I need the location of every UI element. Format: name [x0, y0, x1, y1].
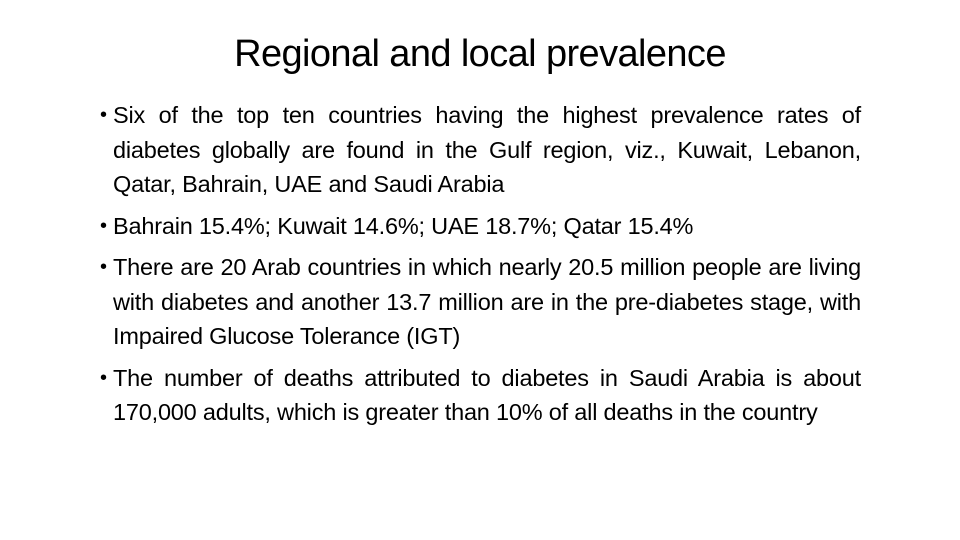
bullet-item: [100, 361, 861, 430]
bullet-marker-icon: •: [100, 104, 107, 126]
bullet-text: There are 20 Arab countries in which nearly 20.5 million people are living with diabetes and another 13.7 million are in the pre-diabetes stage, with Impaired Glucose Tolerance (IGT): [113, 254, 861, 349]
bullet-marker-icon: •: [100, 214, 107, 237]
slide-title: Regional and local prevalence: [234, 33, 726, 75]
bullet-marker-icon: •: [100, 256, 107, 278]
bullet-text: The number of deaths attributed to diabetes in Saudi Arabia is about 170,000 adults, which is greater than 10% of all deaths in the country: [113, 364, 861, 425]
bullet-text: Six of the top ten countries having the highest prevalence rates of diabetes globally are found in the Gulf region, viz., Kuwait, Lebanon, Qatar, Bahrain, UAE and Saudi Arabia: [113, 102, 861, 197]
bullet-item: [100, 250, 861, 354]
bullet-text: Bahrain 15.4%; Kuwait 14.6%; UAE 18.7%; Qatar 15.4%: [113, 212, 694, 239]
bullet-item: [100, 209, 861, 244]
bullet-item: [100, 98, 861, 202]
bullet-list: [100, 98, 861, 437]
bullet-marker-icon: •: [100, 366, 107, 389]
